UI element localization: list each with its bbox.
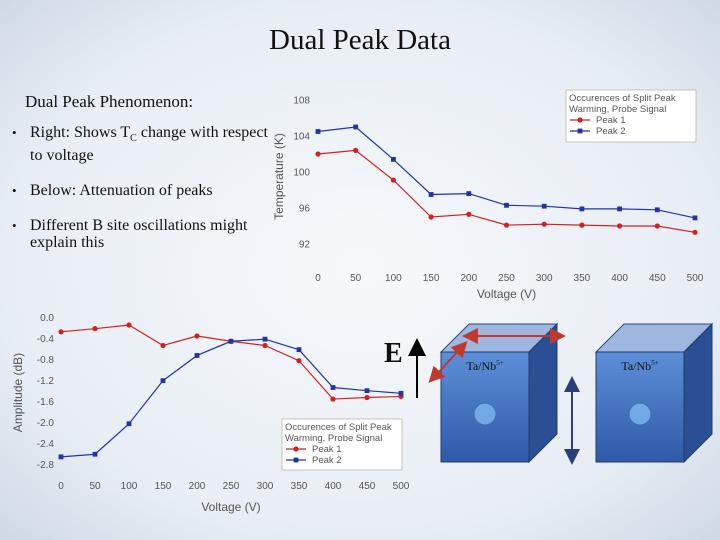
x-tick-label: 300 [535,273,553,284]
cube-label: $Ta/Nb^{5+}$ [466,359,504,373]
x-tick-label: 450 [648,273,666,284]
y-tick-label: -2.0 [36,418,54,430]
bullet-text: Different B site oscillations might explain this [30,217,248,252]
y-tick-label: 100 [293,167,310,179]
x-tick-label: 500 [686,273,704,284]
y-tick-label: -0.8 [36,355,54,367]
x-tick-label: 450 [358,481,376,492]
y-tick-label: -0.4 [36,334,54,346]
legend-title: Occurences of Split Peak [285,422,392,433]
x-tick-label: 350 [573,273,591,284]
y-axis-label: Amplitude (dB) [11,352,25,433]
x-axis-label: Voltage (V) [476,287,537,301]
bullet-text: Right: Shows T [30,124,131,141]
x-tick-label: 200 [460,273,478,284]
x-tick-label: 300 [256,481,274,492]
cube-label: $Ta/Nb^{5+}$ [621,359,659,373]
crystal-cube-2 [596,324,712,462]
x-tick-label: 50 [350,273,362,284]
x-tick-label: 400 [324,481,342,492]
legend-label: Peak 2 [312,455,342,466]
slide-title: Dual Peak Data [269,24,451,56]
cube-label-superscript: 5+ [496,359,504,367]
b-site-atom [474,403,496,425]
x-tick-label: 250 [498,273,515,284]
bullet-dot-icon: • [12,218,17,234]
x-axis-label: Voltage (V) [201,500,261,514]
x-tick-label: 350 [290,481,308,492]
y-tick-label: -1.2 [36,376,54,388]
legend-label: Peak 2 [596,126,626,137]
x-tick-label: 50 [89,481,101,492]
bullet-dot-icon: • [12,125,17,140]
legend-label: Peak 1 [596,115,626,126]
x-tick-label: 150 [422,273,440,284]
x-tick-label: 250 [222,481,240,492]
legend-title: Warming, Probe Signal [285,433,383,444]
x-tick-label: 100 [120,481,138,492]
y-tick-label: 108 [293,95,310,107]
cube-label-superscript: 5+ [651,359,659,367]
y-tick-label: 92 [298,239,310,251]
bullet-subscript: C [130,133,137,145]
x-tick-label: 500 [392,481,410,492]
y-axis-label: Temperature (K) [272,133,286,220]
x-tick-label: 400 [611,273,628,284]
legend-title: Warming, Probe Signal [569,104,667,115]
x-tick-label: 0 [58,481,64,492]
x-tick-label: 100 [385,273,402,284]
bullet-text-continued: change with respect to voltage [30,124,268,165]
y-tick-label: 0.0 [40,313,54,325]
x-tick-label: 0 [315,273,321,284]
y-tick-label: -2.8 [36,460,54,472]
y-tick-label: -2.4 [36,439,54,451]
legend-label: Peak 1 [312,444,342,455]
slide-subtitle: Dual Peak Phenomenon: [25,92,194,111]
x-tick-label: 150 [154,481,172,492]
bullet-text: Below: Attenuation of peaks [30,182,213,200]
y-tick-label: -1.6 [36,397,54,409]
y-tick-label: 96 [298,203,310,215]
y-tick-label: 104 [293,131,310,143]
x-tick-label: 200 [188,481,206,492]
legend-title: Occurences of Split Peak [569,93,676,104]
crystal-cube-1 [441,324,557,462]
field-label: E [384,338,403,369]
b-site-atom [629,403,651,425]
bullet-dot-icon: • [12,183,17,199]
